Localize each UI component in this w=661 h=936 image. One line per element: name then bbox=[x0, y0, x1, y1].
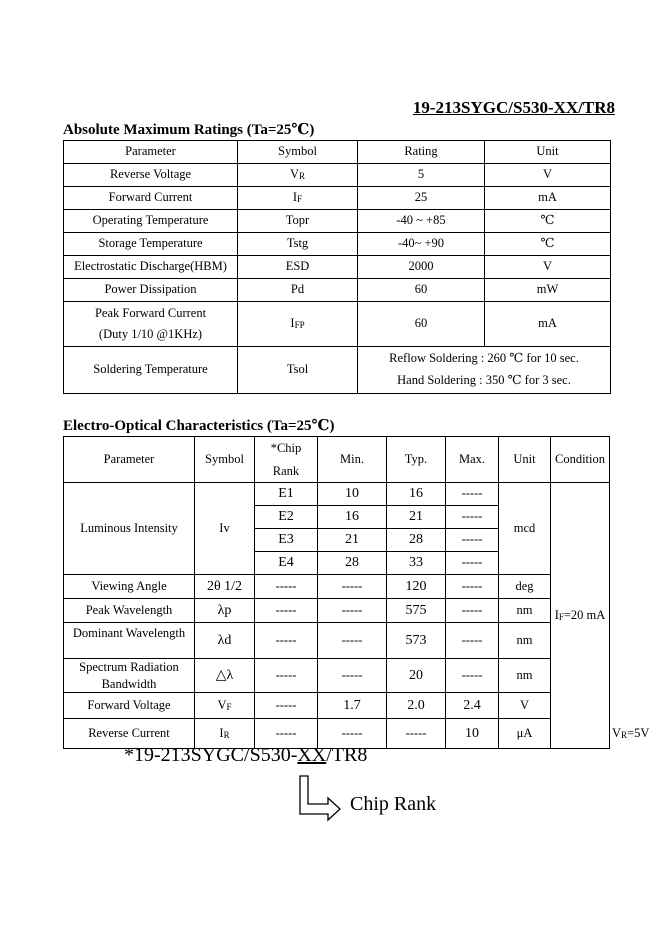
param-cell: Reverse Current bbox=[64, 719, 195, 749]
min-cell: 10 bbox=[318, 483, 387, 506]
rank-cell: E4 bbox=[255, 552, 318, 575]
unit-cell: mW bbox=[485, 279, 611, 302]
typ-cell: 16 bbox=[387, 483, 446, 506]
rank-code: XX bbox=[297, 744, 327, 766]
eo-title: Electro-Optical Characteristics (Ta=25℃) bbox=[63, 418, 335, 434]
symbol-cell: Pd bbox=[238, 279, 358, 302]
param-cell: Dominant Wavelength bbox=[64, 623, 195, 659]
unit-cell: V bbox=[485, 256, 611, 279]
rank-cell: ----- bbox=[255, 599, 318, 623]
soldering-conditions-cell: Reflow Soldering : 260 ℃ for 10 sec. Hand Soldering : 350 ℃ for 3 sec. bbox=[358, 347, 611, 394]
table-row bbox=[64, 187, 611, 210]
typ-cell: 21 bbox=[387, 506, 446, 529]
min-cell: ----- bbox=[318, 659, 387, 693]
header-symbol: Symbol bbox=[238, 141, 358, 164]
max-cell: 2.4 bbox=[446, 693, 499, 719]
rating-cell: 2000 bbox=[358, 256, 485, 279]
unit-cell: V bbox=[499, 693, 551, 719]
header-parameter: Parameter bbox=[64, 141, 238, 164]
table-row bbox=[64, 623, 610, 659]
table-row bbox=[64, 599, 610, 623]
param-cell: Electrostatic Discharge(HBM) bbox=[64, 256, 238, 279]
param-cell: Forward Voltage bbox=[64, 693, 195, 719]
max-cell: ----- bbox=[446, 659, 499, 693]
param-cell: Storage Temperature bbox=[64, 233, 238, 256]
unit-cell: mcd bbox=[499, 483, 551, 575]
header-parameter: Parameter bbox=[64, 437, 195, 483]
condition-cell: $I_F=20$ mA bbox=[551, 483, 610, 749]
header-symbol: Symbol bbox=[195, 437, 255, 483]
symbol-cell: Tsol bbox=[238, 347, 358, 394]
max-cell: ----- bbox=[446, 599, 499, 623]
symbol-cell: $I_R$ bbox=[195, 719, 255, 749]
typ-cell: 573 bbox=[387, 623, 446, 659]
header-unit: Unit bbox=[485, 141, 611, 164]
symbol-cell: $V_R$ bbox=[238, 164, 358, 187]
max-cell: ----- bbox=[446, 506, 499, 529]
min-cell: ----- bbox=[318, 575, 387, 599]
symbol-cell: △λ bbox=[195, 659, 255, 693]
unit-cell: ℃ bbox=[485, 233, 611, 256]
max-cell: ----- bbox=[446, 575, 499, 599]
param-cell: Peak Forward Current (Duty 1/10 @1KHz) bbox=[64, 302, 238, 347]
table-row bbox=[64, 659, 610, 693]
symbol-cell: Iv bbox=[195, 483, 255, 575]
symbol-cell: λd bbox=[195, 623, 255, 659]
param-cell: Soldering Temperature bbox=[64, 347, 238, 394]
rating-cell: 60 bbox=[358, 279, 485, 302]
rating-cell: -40 ~ +85 bbox=[358, 210, 485, 233]
max-cell: 10 bbox=[446, 719, 499, 749]
param-cell: Luminous Intensity bbox=[64, 483, 195, 575]
rank-cell: E1 bbox=[255, 483, 318, 506]
max-cell: ----- bbox=[446, 483, 499, 506]
typ-cell: 33 bbox=[387, 552, 446, 575]
table-header-row bbox=[64, 437, 610, 483]
header-rating: Rating bbox=[358, 141, 485, 164]
unit-cell: nm bbox=[499, 599, 551, 623]
rank-cell: ----- bbox=[255, 659, 318, 693]
header-typ: Typ. bbox=[387, 437, 446, 483]
symbol-cell: Topr bbox=[238, 210, 358, 233]
table-row bbox=[64, 347, 611, 394]
absolute-max-ratings-table bbox=[63, 140, 611, 394]
table-row bbox=[64, 302, 611, 347]
param-cell: Operating Temperature bbox=[64, 210, 238, 233]
unit-cell: mA bbox=[485, 302, 611, 347]
min-cell: 28 bbox=[318, 552, 387, 575]
unit-cell: ℃ bbox=[485, 210, 611, 233]
min-cell: ----- bbox=[318, 623, 387, 659]
table-row bbox=[64, 279, 611, 302]
rank-cell: ----- bbox=[255, 693, 318, 719]
header-min: Min. bbox=[318, 437, 387, 483]
part-number-footnote: *19-213SYGC/S530-XX/TR8 bbox=[124, 744, 368, 766]
symbol-cell: $I_{FP}$ bbox=[238, 302, 358, 347]
table-row: Reverse Current $I_R$ ----- ----- ----- 10 μA $V_R=5V$ bbox=[64, 719, 610, 749]
header-max: Max. bbox=[446, 437, 499, 483]
min-cell: ----- bbox=[318, 719, 387, 749]
unit-cell: nm bbox=[499, 659, 551, 693]
header-chip-rank: *Chip Rank bbox=[255, 437, 318, 483]
param-cell: Spectrum Radiation Bandwidth bbox=[64, 659, 195, 693]
symbol-cell: 2θ 1/2 bbox=[195, 575, 255, 599]
bent-arrow-icon bbox=[298, 774, 346, 822]
typ-cell: 28 bbox=[387, 529, 446, 552]
rank-cell: E2 bbox=[255, 506, 318, 529]
table-row bbox=[64, 210, 611, 233]
rank-cell: ----- bbox=[255, 575, 318, 599]
symbol-cell: $I_F$ bbox=[238, 187, 358, 210]
param-cell: Viewing Angle bbox=[64, 575, 195, 599]
amr-title: Absolute Maximum Ratings (Ta=25℃) bbox=[63, 122, 315, 138]
table-row bbox=[64, 575, 610, 599]
min-cell: ----- bbox=[318, 599, 387, 623]
typ-cell: 2.0 bbox=[387, 693, 446, 719]
param-cell: Forward Current bbox=[64, 187, 238, 210]
min-cell: 16 bbox=[318, 506, 387, 529]
symbol-cell: λp bbox=[195, 599, 255, 623]
table-row bbox=[64, 164, 611, 187]
header-unit: Unit bbox=[499, 437, 551, 483]
symbol-cell: Tstg bbox=[238, 233, 358, 256]
header-condition: Condition bbox=[551, 437, 610, 483]
param-cell: Power Dissipation bbox=[64, 279, 238, 302]
table-header-row bbox=[64, 141, 611, 164]
rating-cell: -40~ +90 bbox=[358, 233, 485, 256]
typ-cell: 120 bbox=[387, 575, 446, 599]
typ-cell: ----- bbox=[387, 719, 446, 749]
table-row bbox=[64, 483, 610, 506]
max-cell: ----- bbox=[446, 529, 499, 552]
unit-cell: mA bbox=[485, 187, 611, 210]
chip-rank-label: Chip Rank bbox=[350, 793, 437, 815]
max-cell: ----- bbox=[446, 623, 499, 659]
rating-cell: 25 bbox=[358, 187, 485, 210]
rank-cell: E3 bbox=[255, 529, 318, 552]
rank-cell: ----- bbox=[255, 719, 318, 749]
unit-cell: nm bbox=[499, 623, 551, 659]
unit-cell: deg bbox=[499, 575, 551, 599]
rank-cell: ----- bbox=[255, 623, 318, 659]
part-number: 19-213SYGC/S530-XX/TR8 bbox=[412, 98, 615, 117]
symbol-cell: $V_F$ bbox=[195, 693, 255, 719]
table-row bbox=[64, 256, 611, 279]
rating-cell: 5 bbox=[358, 164, 485, 187]
rating-cell: 60 bbox=[358, 302, 485, 347]
max-cell: ----- bbox=[446, 552, 499, 575]
param-cell: Peak Wavelength bbox=[64, 599, 195, 623]
table-row bbox=[64, 693, 610, 719]
typ-cell: 575 bbox=[387, 599, 446, 623]
min-cell: 1.7 bbox=[318, 693, 387, 719]
param-cell: Reverse Voltage bbox=[64, 164, 238, 187]
typ-cell: 20 bbox=[387, 659, 446, 693]
symbol-cell: ESD bbox=[238, 256, 358, 279]
electro-optical-table bbox=[63, 436, 650, 749]
min-cell: 21 bbox=[318, 529, 387, 552]
unit-cell: μA bbox=[499, 719, 551, 749]
table-row bbox=[64, 233, 611, 256]
unit-cell: V bbox=[485, 164, 611, 187]
